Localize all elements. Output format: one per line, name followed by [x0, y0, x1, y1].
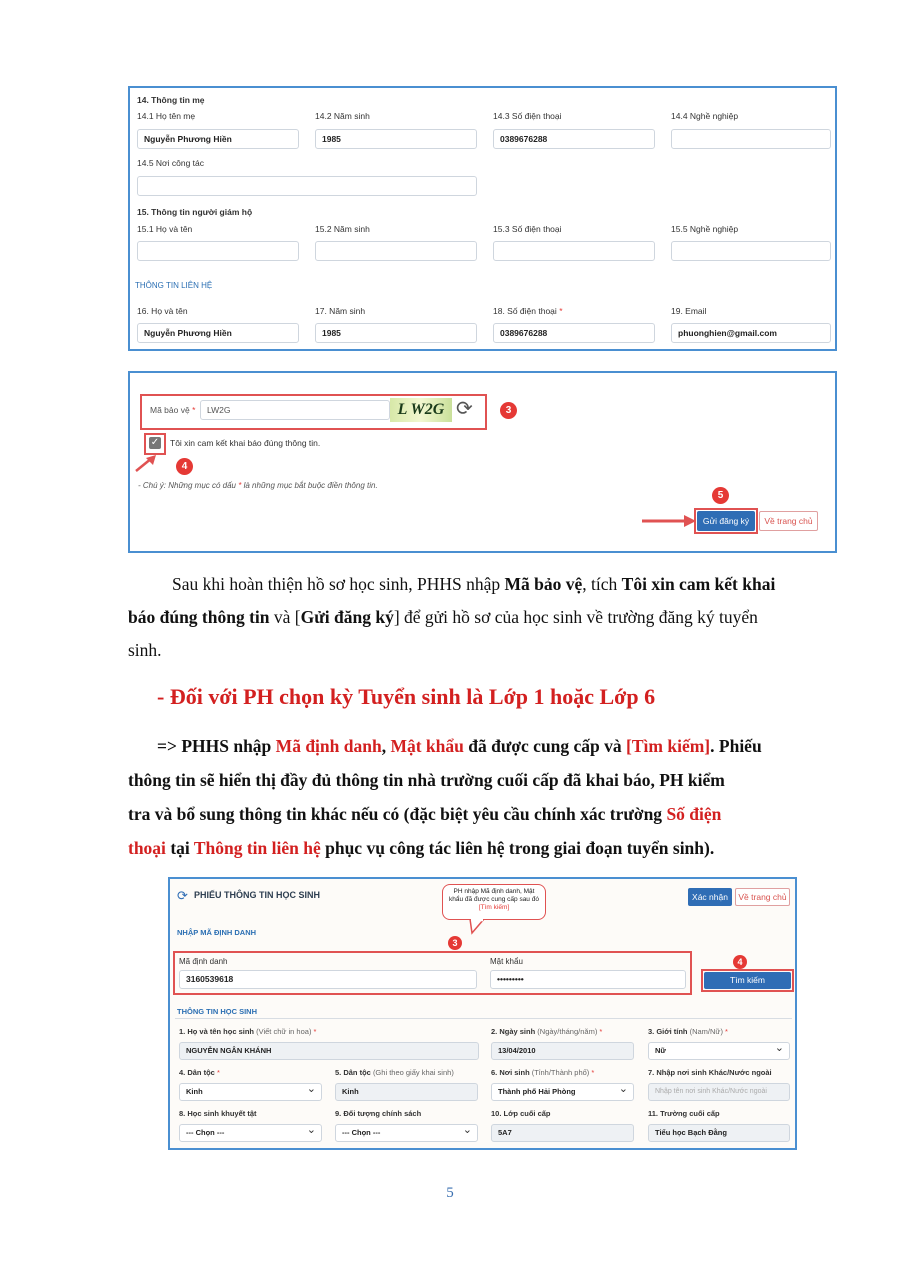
f11-label: 11. Trường cuối cấp [648, 1109, 720, 1118]
contact-name-label: 16. Họ và tên [137, 306, 188, 316]
f4-label: 4. Dân tộc * [179, 1068, 220, 1077]
guardian-info-title: 15. Thông tin người giám hộ [137, 207, 253, 217]
step-badge-5: 5 [712, 487, 729, 504]
contact-phone-label: 18. Số điện thoại * [493, 306, 563, 316]
contact-email-label: 19. Email [671, 306, 707, 316]
step-badge-4: 4 [733, 955, 747, 969]
mother-job-field[interactable] [671, 129, 831, 149]
contact-phone-field[interactable]: 0389676288 [493, 323, 655, 343]
f10-label: 10. Lớp cuối cấp [491, 1109, 551, 1118]
guardian-name-field[interactable] [137, 241, 299, 261]
guardian-phone-label: 15.3 Số điện thoại [493, 224, 562, 234]
f7-label: 7. Nhập nơi sinh Khác/Nước ngoài [648, 1068, 772, 1077]
captcha-submit-form [128, 371, 837, 553]
f2-label: 2. Ngày sinh (Ngày/tháng/năm) * [491, 1027, 603, 1036]
student-name-field[interactable]: NGUYỄN NGÂN KHÁNH [179, 1042, 479, 1060]
captcha-image: L W2G [390, 398, 452, 422]
submit-button[interactable]: Gửi đăng ký [697, 511, 755, 531]
gender-select[interactable]: Nữ ⌄ [648, 1042, 790, 1060]
confirm-button[interactable]: Xác nhận [688, 888, 732, 906]
home-button[interactable]: Về trang chủ [735, 888, 790, 906]
callout-pointer [466, 919, 488, 935]
mother-phone-label: 14.3 Số điện thoại [493, 111, 562, 121]
required-mark: * [559, 306, 563, 316]
mother-info-title: 14. Thông tin mẹ [137, 95, 205, 105]
instruction-callout: PH nhập Mã định danh, Mật khẩu đã được cung cấp sau đó [Tìm kiếm] [442, 884, 546, 920]
commit-label: Tôi xin cam kết khai báo đúng thông tin. [170, 438, 321, 448]
f5-label: 5. Dân tộc (Ghi theo giấy khai sinh) [335, 1068, 454, 1077]
guardian-year-label: 15.2 Năm sinh [315, 224, 370, 234]
paragraph-line: Sau khi hoàn thiện hồ sơ học sinh, PHHS nhập Mã bảo vệ, tích Tôi xin cam kết khai [172, 574, 776, 594]
paragraph-line: báo đúng thông tin và [Gửi đăng ký] để gửi hồ sơ của học sinh về trường đăng ký tuyển [128, 607, 758, 627]
mother-work-field[interactable] [137, 176, 477, 196]
section-heading: - Đối với PH chọn kỳ Tuyển sinh là Lớp 1 hoặc Lớp 6 [157, 684, 656, 709]
paragraph-line: => PHHS nhập Mã định danh, Mật khẩu đã được cung cấp và [Tìm kiếm]. Phiếu [157, 736, 762, 756]
captcha-input[interactable]: LW2G [200, 400, 390, 420]
divider [175, 1018, 792, 1019]
guardian-year-field[interactable] [315, 241, 477, 261]
password-field[interactable]: ••••••••• [490, 970, 686, 989]
birthdate-field[interactable]: 13/04/2010 [491, 1042, 634, 1060]
contact-year-field[interactable]: 1985 [315, 323, 477, 343]
student-info-form [168, 877, 797, 1150]
guardian-job-field[interactable] [671, 241, 831, 261]
arrow-icon [132, 455, 168, 473]
step-badge-4: 4 [176, 458, 193, 475]
contact-section-title: THÔNG TIN LIÊN HỆ [135, 281, 213, 290]
f6-label: 6. Nơi sinh (Tỉnh/Thành phố) * [491, 1068, 595, 1077]
disability-select[interactable]: --- Chọn --- ⌄ [179, 1124, 322, 1142]
paragraph-line: tra và bổ sung thông tin khác nếu có (đặc biệt yêu cầu chính xác trường Số điện [128, 804, 722, 824]
mother-year-field[interactable]: 1985 [315, 129, 477, 149]
guardian-job-label: 15.5 Nghề nghiệp [671, 224, 739, 234]
contact-email-field[interactable]: phuonghien@gmail.com [671, 323, 831, 343]
f8-label: 8. Học sinh khuyết tật [179, 1109, 257, 1118]
f1-label: 1. Họ và tên học sinh (Viết chữ in hoa) * [179, 1027, 317, 1036]
id-field[interactable]: 3160539618 [179, 970, 477, 989]
captcha-label: Mã bảo vệ * [150, 405, 196, 415]
contact-year-label: 17. Năm sinh [315, 306, 366, 316]
mother-year-label: 14.2 Năm sinh [315, 111, 370, 121]
commit-checkbox[interactable]: ✓ [150, 437, 160, 448]
mother-phone-field[interactable]: 0389676288 [493, 129, 655, 149]
form-title: PHIẾU THÔNG TIN HỌC SINH [194, 890, 321, 900]
mother-job-label: 14.4 Nghề nghiệp [671, 111, 739, 121]
f9-label: 9. Đối tượng chính sách [335, 1109, 422, 1118]
password-label: Mật khẩu [490, 957, 523, 966]
birthplace-select[interactable]: Thành phố Hải Phòng ⌄ [491, 1083, 634, 1101]
step-badge-3: 3 [500, 402, 517, 419]
f3-label: 3. Giới tính (Nam/Nữ) * [648, 1027, 728, 1036]
guardian-phone-field[interactable] [493, 241, 655, 261]
mother-name-label: 14.1 Họ tên mẹ [137, 111, 196, 121]
parent-info-form [128, 86, 837, 351]
paragraph-line: thoại tại Thông tin liên hệ phục vụ công tác liên hệ trong giai đoạn tuyển sinh). [128, 838, 715, 858]
home-button[interactable]: Về trang chủ [759, 511, 818, 531]
arrow-icon [640, 514, 698, 526]
paragraph-line: sinh. [128, 640, 162, 660]
refresh-icon[interactable]: ⟳ [456, 398, 473, 420]
other-birthplace-field[interactable]: Nhập tên nơi sinh Khác/Nước ngoài [648, 1083, 790, 1101]
last-school-field[interactable]: Tiểu học Bạch Đằng [648, 1124, 790, 1142]
mother-name-field[interactable]: Nguyễn Phương Hiền [137, 129, 299, 149]
id-label: Mã định danh [179, 957, 228, 966]
mother-work-label: 14.5 Nơi công tác [137, 158, 204, 168]
search-button[interactable]: Tìm kiếm [704, 972, 791, 989]
ethnicity-select[interactable]: Kinh ⌄ [179, 1083, 322, 1101]
last-class-field[interactable]: 5A7 [491, 1124, 634, 1142]
required-note: - Chú ý: Những mục có dấu * là những mục bắt buộc điền thông tin. [138, 481, 378, 490]
policy-select[interactable]: --- Chọn --- ⌄ [335, 1124, 478, 1142]
contact-name-field[interactable]: Nguyễn Phương Hiền [137, 323, 299, 343]
id-section-title: NHẬP MÃ ĐỊNH DANH [177, 928, 257, 937]
guardian-name-label: 15.1 Họ và tên [137, 224, 193, 234]
ethnicity-birth-field[interactable]: Kinh [335, 1083, 478, 1101]
page-number: 5 [446, 1185, 454, 1201]
student-section-title: THÔNG TIN HỌC SINH [177, 1007, 257, 1016]
paragraph-line: thông tin sẽ hiển thị đầy đủ thông tin nhà trường cuối cấp đã khai báo, PH kiểm [128, 770, 725, 790]
refresh-icon: ⟳ [177, 888, 188, 903]
step-badge-3: 3 [448, 936, 462, 950]
